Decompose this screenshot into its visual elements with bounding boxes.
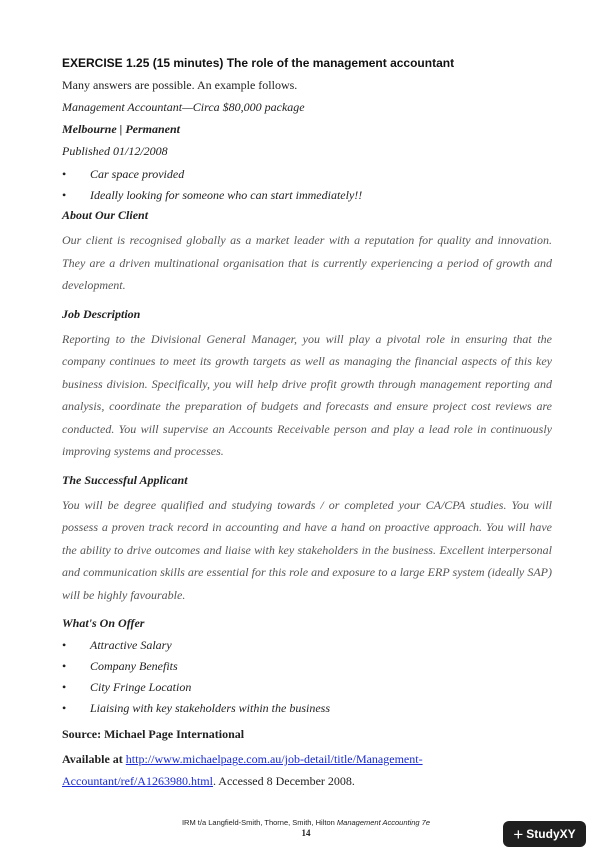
plus-icon: +: [513, 824, 524, 844]
job-title: Management Accountant—Circa $80,000 package: [62, 100, 305, 114]
top-bullet-list: [62, 166, 552, 204]
job-description-text: Reporting to the Divisional General Manager, you will play a pivotal role in ensuring that the company continues to meet its growth targets as well as managing the financial aspects of this key business division. Specifically, you will help drive profit growth through management reporting and analysis, coordinate the preparation of budgets and forecasts and ensure project cost reviews are conducted. You will supervise an Accounts Receivable person and play a lead role in continuously improving systems and processes.: [62, 331, 552, 458]
exercise-title: EXERCISE 1.25 (15 minutes) The role of the management accountant: [62, 56, 455, 70]
list-item: • Car space provided: [62, 167, 185, 181]
list-item: • City Fringe Location: [62, 680, 192, 694]
bullet-icon: •: [62, 680, 67, 694]
availability-line: [62, 748, 552, 792]
page-content: [62, 56, 552, 792]
job-location: Melbourne | Permanent: [62, 122, 180, 136]
bullet-icon: •: [62, 188, 67, 202]
about-client-text: Our client is recognised globally as a market leader with a reputation for quality and innovation. They are a driven multinational organisation that is currently experiencing a period of growth and development.: [62, 233, 552, 292]
intro-text: Many answers are possible. An example follows.: [62, 78, 298, 92]
published-date: Published 01/12/2008: [62, 144, 168, 158]
bullet-icon: •: [62, 167, 67, 181]
offer-title: What's On Offer: [62, 616, 145, 630]
available-label: Available at: [62, 752, 123, 766]
bullet-icon: •: [62, 659, 67, 673]
footer-credit: IRM t/a Langfield-Smith, Thorne, Smith, Hilton Management Accounting 7e: [181, 818, 431, 827]
about-client-title: About Our Client: [62, 208, 149, 222]
page-number: 14: [301, 828, 311, 838]
list-item: • Liaising with key stakeholders within the business: [62, 701, 330, 715]
bullet-icon: •: [62, 701, 67, 715]
logo-text: StudyXY: [526, 827, 576, 841]
studyxy-logo: [503, 821, 586, 847]
job-description-title: Job Description: [62, 306, 141, 321]
successful-applicant-title: The Successful Applicant: [62, 472, 188, 487]
source-link[interactable]: http://www.michaelpage.com.au/job-detail/title/Management- Accountant/ref/A1263980.html: [62, 752, 423, 788]
offer-bullet-list: [62, 637, 552, 717]
list-item: • Attractive Salary: [62, 638, 172, 652]
accessed-text: . Accessed 8 December 2008.: [212, 774, 355, 788]
successful-applicant-text: You will be degree qualified and studying towards / or completed your CA/CPA studies. You will possess a proven track record in accounting and have a hand on proactive approach. You will have the ability to drive outcomes and liaise with key stakeholders in the business. Excellent interpersonal and communication skills are essential for this role and exposure to a large ERP system (ideally SAP) will be highly favourable.: [62, 497, 552, 602]
bullet-icon: •: [62, 638, 67, 652]
list-item: • Company Benefits: [62, 659, 178, 673]
list-item: • Ideally looking for someone who can start immediately!!: [62, 188, 363, 202]
source-label: Source: Michael Page International: [62, 727, 245, 741]
